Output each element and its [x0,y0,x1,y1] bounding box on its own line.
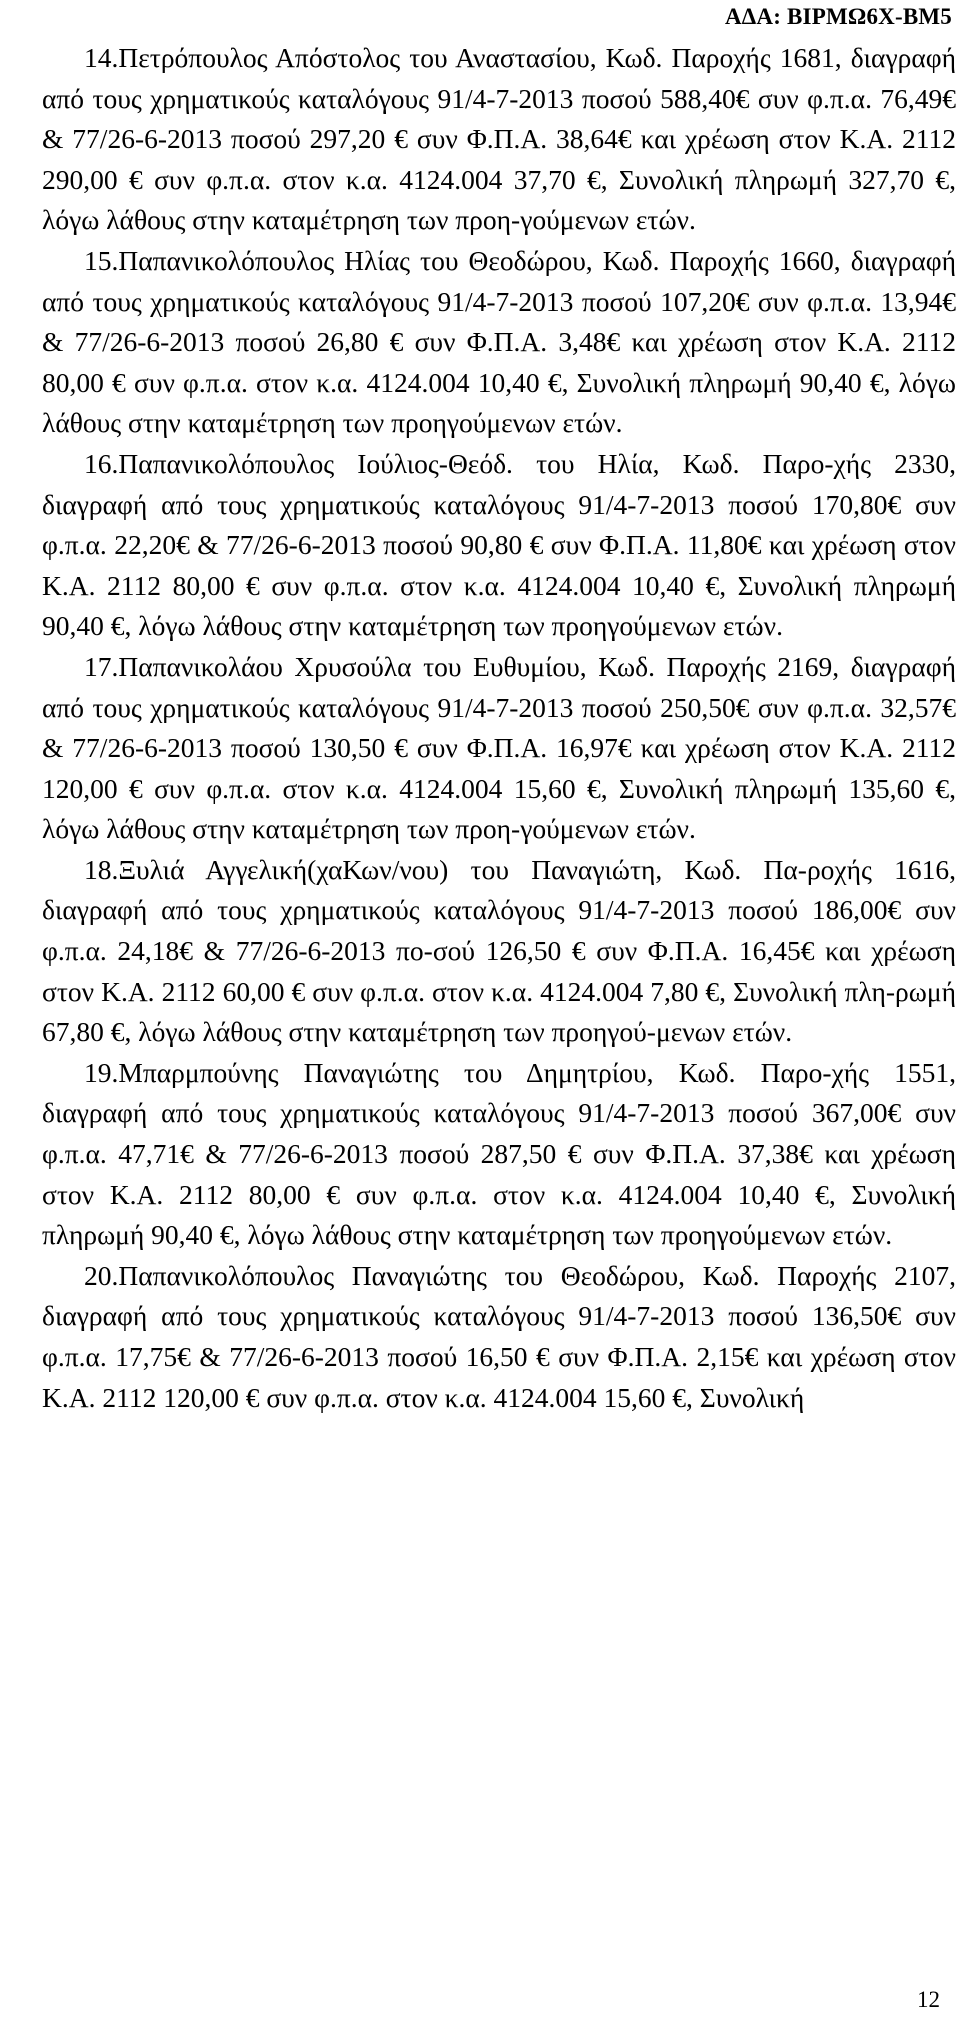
document-body [42,38,956,1418]
page-number: 12 [917,1987,940,2012]
list-item: 17.Παπανικολάου Χρυσούλα του Ευθυμίου, Κωδ. Παροχής 2169, διαγραφή από τους χρηματικούς καταλόγους 91/4-7-2013 ποσού 250,50€ συν φ.π.α. 32,57€ & 77/26-6-2013 ποσού 130,50 € συν Φ.Π.Α. 16,97€ και χρέωση στον Κ.Α. 2112 120,00 € συν φ.π.α. στον κ.α. 4124.004 15,60 €, Συνολική πληρωμή 135,60 €, λόγω λάθους στην καταμέτρηση των προη-γούμενων ετών. [42,650,956,845]
list-item: 18.Ξυλιά Αγγελική(χαΚων/νου) του Παναγιώτη, Κωδ. Πα-ροχής 1616, διαγραφή από τους χρηματικούς καταλόγους 91/4-7-2013 ποσού 186,00€ συν φ.π.α. 24,18€ & 77/26-6-2013 πο-σού 126,50 € συν Φ.Π.Α. 16,45€ και χρέωση στον Κ.Α. 2112 60,00 € συν φ.π.α. στον κ.α. 4124.004 7,80 €, Συνολική πλη-ρωμή 67,80 €, λόγω λάθους στην καταμέτρηση των προηγού-μενων ετών. [42,853,956,1048]
list-item: 16.Παπανικολόπουλος Ιούλιος-Θεόδ. του Ηλία, Κωδ. Παρο-χής 2330, διαγραφή από τους χρηματικούς καταλόγους 91/4-7-2013 ποσού 170,80€ συν φ.π.α. 22,20€ & 77/26-6-2013 ποσού 90,80 € συν Φ.Π.Α. 11,80€ και χρέωση στον Κ.Α. 2112 80,00 € συν φ.π.α. στον κ.α. 4124.004 10,40 €, Συνολική πληρωμή 90,40 €, λόγω λάθους στην καταμέτρηση των προηγούμενων ετών. [42,447,956,642]
list-item: 20.Παπανικολόπουλος Παναγιώτης του Θεοδώρου, Κωδ. Παροχής 2107, διαγραφή από τους χρηματικούς καταλόγους 91/4-7-2013 ποσού 136,50€ συν φ.π.α. 17,75€ & 77/26-6-2013 ποσού 16,50 € συν Φ.Π.Α. 2,15€ και χρέωση στον Κ.Α. 2112 120,00 € συν φ.π.α. στον κ.α. 4124.004 15,60 €, Συνολική [42,1259,956,1413]
list-item: 14.Πετρόπουλος Απόστολος του Αναστασίου, Κωδ. Παροχής 1681, διαγραφή από τους χρηματικούς καταλόγους 91/4-7-2013 ποσού 588,40€ συν φ.π.α. 76,49€ & 77/26-6-2013 ποσού 297,20 € συν Φ.Π.Α. 38,64€ και χρέωση στον Κ.Α. 2112 290,00 € συν φ.π.α. στον κ.α. 4124.004 37,70 €, Συνολική πληρωμή 327,70 €, λόγω λάθους στην καταμέτρηση των προη-γούμενων ετών. [42,42,956,236]
list-item: 15.Παπανικολόπουλος Ηλίας του Θεοδώρου, Κωδ. Παροχής 1660, διαγραφή από τους χρηματικούς καταλόγους 91/4-7-2013 ποσού 107,20€ συν φ.π.α. 13,94€ & 77/26-6-2013 ποσού 26,80 € συν Φ.Π.Α. 3,48€ και χρέωση στον Κ.Α. 2112 80,00 € συν φ.π.α. στον κ.α. 4124.004 10,40 €, Συνολική πληρωμή 90,40 €, λόγω λάθους στην καταμέτρηση των προηγούμενων ετών. [42,244,956,439]
list-item: 19.Μπαρμπούνης Παναγιώτης του Δημητρίου, Κωδ. Παρο-χής 1551, διαγραφή από τους χρηματικούς καταλόγους 91/4-7-2013 ποσού 367,00€ συν φ.π.α. 47,71€ & 77/26-6-2013 ποσού 287,50 € συν Φ.Π.Α. 37,38€ και χρέωση στον Κ.Α. 2112 80,00 € συν φ.π.α. στον κ.α. 4124.004 10,40 €, Συνολική πληρωμή 90,40 €, λόγω λάθους στην καταμέτρηση των προηγούμενων ετών. [42,1056,956,1251]
ada-code-header: ΑΔΑ: ΒΙΡΜΩ6Χ-ΒΜ5 [724,4,952,29]
